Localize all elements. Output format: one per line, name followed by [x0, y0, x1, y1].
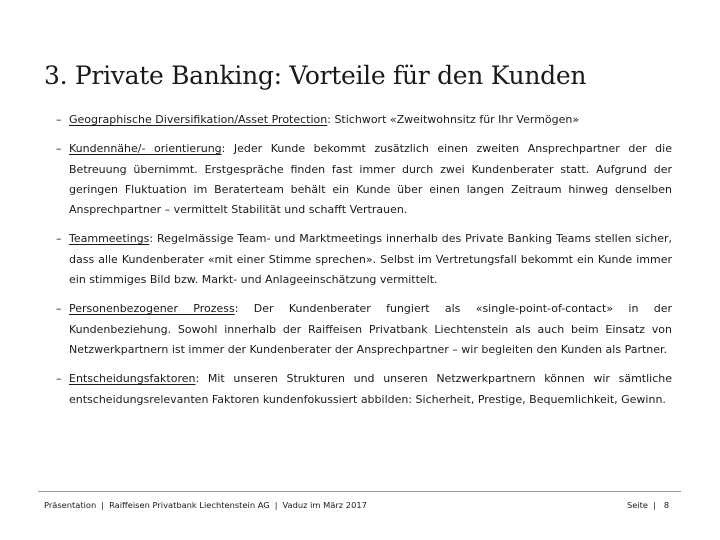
bullet-text: : Mit unseren Strukturen und unseren Netzwerkpartnern können wir sämtliche entscheidungsrelevanten Faktoren kundenfokussiert abbilden: Sicherheit, Prestige, Bequemlichkeit, Gewinn. — [69, 372, 672, 406]
page-label: Seite — [627, 500, 649, 510]
footer-separator: | — [101, 500, 105, 510]
bullet-item — [56, 369, 672, 410]
bullet-list — [56, 110, 672, 419]
page-separator: | — [653, 500, 656, 510]
bullet-text: : Jeder Kunde bekommt zusätzlich einen zweiten Ansprechpartner der die Betreuung übernimmt. Erstgespräche finden fast immer durch zwei Kundenberater statt. Aufgrund der geringen Fluktuation im Beraterteam behält ein Kunde über einen langen Zeitraum hinweg denselben Ansprechpartner – vermittelt Stabilität und schafft Vertrauen. — [69, 142, 672, 217]
bullet-term: Teammeetings — [69, 232, 150, 246]
bullet-term: Personenbezogener Prozess — [69, 302, 235, 316]
bullet-item — [56, 229, 672, 290]
footer-place-date: Vaduz im März 2017 — [282, 500, 367, 510]
bullet-item — [56, 299, 672, 360]
bullet-item — [56, 139, 672, 220]
bullet-text: : Regelmässige Team- und Marktmeetings innerhalb des Private Banking Teams stellen sicher, dass alle Kundenberater «mit einer Stimme sprechen». Selbst im Vertretungsfall bekommt ein Kunde immer ein stimmiges Bild bzw. Markt- und Anlageeinschätzung vermittelt. — [69, 232, 672, 287]
bullet-text: : Stichwort «Zweitwohnsitz für Ihr Vermögen» — [327, 113, 580, 126]
footer-presentation: Präsentation — [44, 500, 97, 510]
bullet-term: Geographische Diversifikation/Asset Protection — [69, 113, 328, 126]
slide-title: 3. Private Banking: Vorteile für den Kunden — [44, 60, 587, 90]
bullet-dash: – — [56, 372, 62, 386]
footer-company: Raiffeisen Privatbank Liechtenstein AG — [109, 500, 270, 510]
page-number: 8 — [663, 500, 670, 510]
page-indicator — [627, 500, 669, 510]
bullet-dash: – — [56, 142, 62, 156]
bullet-dash: – — [56, 232, 62, 246]
bullet-item — [56, 110, 672, 130]
bullet-dash: – — [56, 302, 62, 316]
bullet-term: Kundennähe/- orientierung — [69, 142, 222, 156]
footer-separator: | — [274, 500, 278, 510]
bullet-text: : Der Kundenberater fungiert als «single-point-of-contact» in der Kundenbeziehung. Sowohl innerhalb der Raiffeisen Privatbank Liechtenstein als auch beim Einsatz von Netzwerkpartnern ist immer der Kundenberater der Ansprechpartner – wir begleiten den Kunden als Partner. — [69, 302, 673, 356]
bullet-term: Entscheidungsfaktoren — [69, 372, 196, 386]
footer-divider — [38, 491, 681, 492]
footer — [44, 500, 367, 510]
bullet-dash: – — [56, 113, 62, 126]
